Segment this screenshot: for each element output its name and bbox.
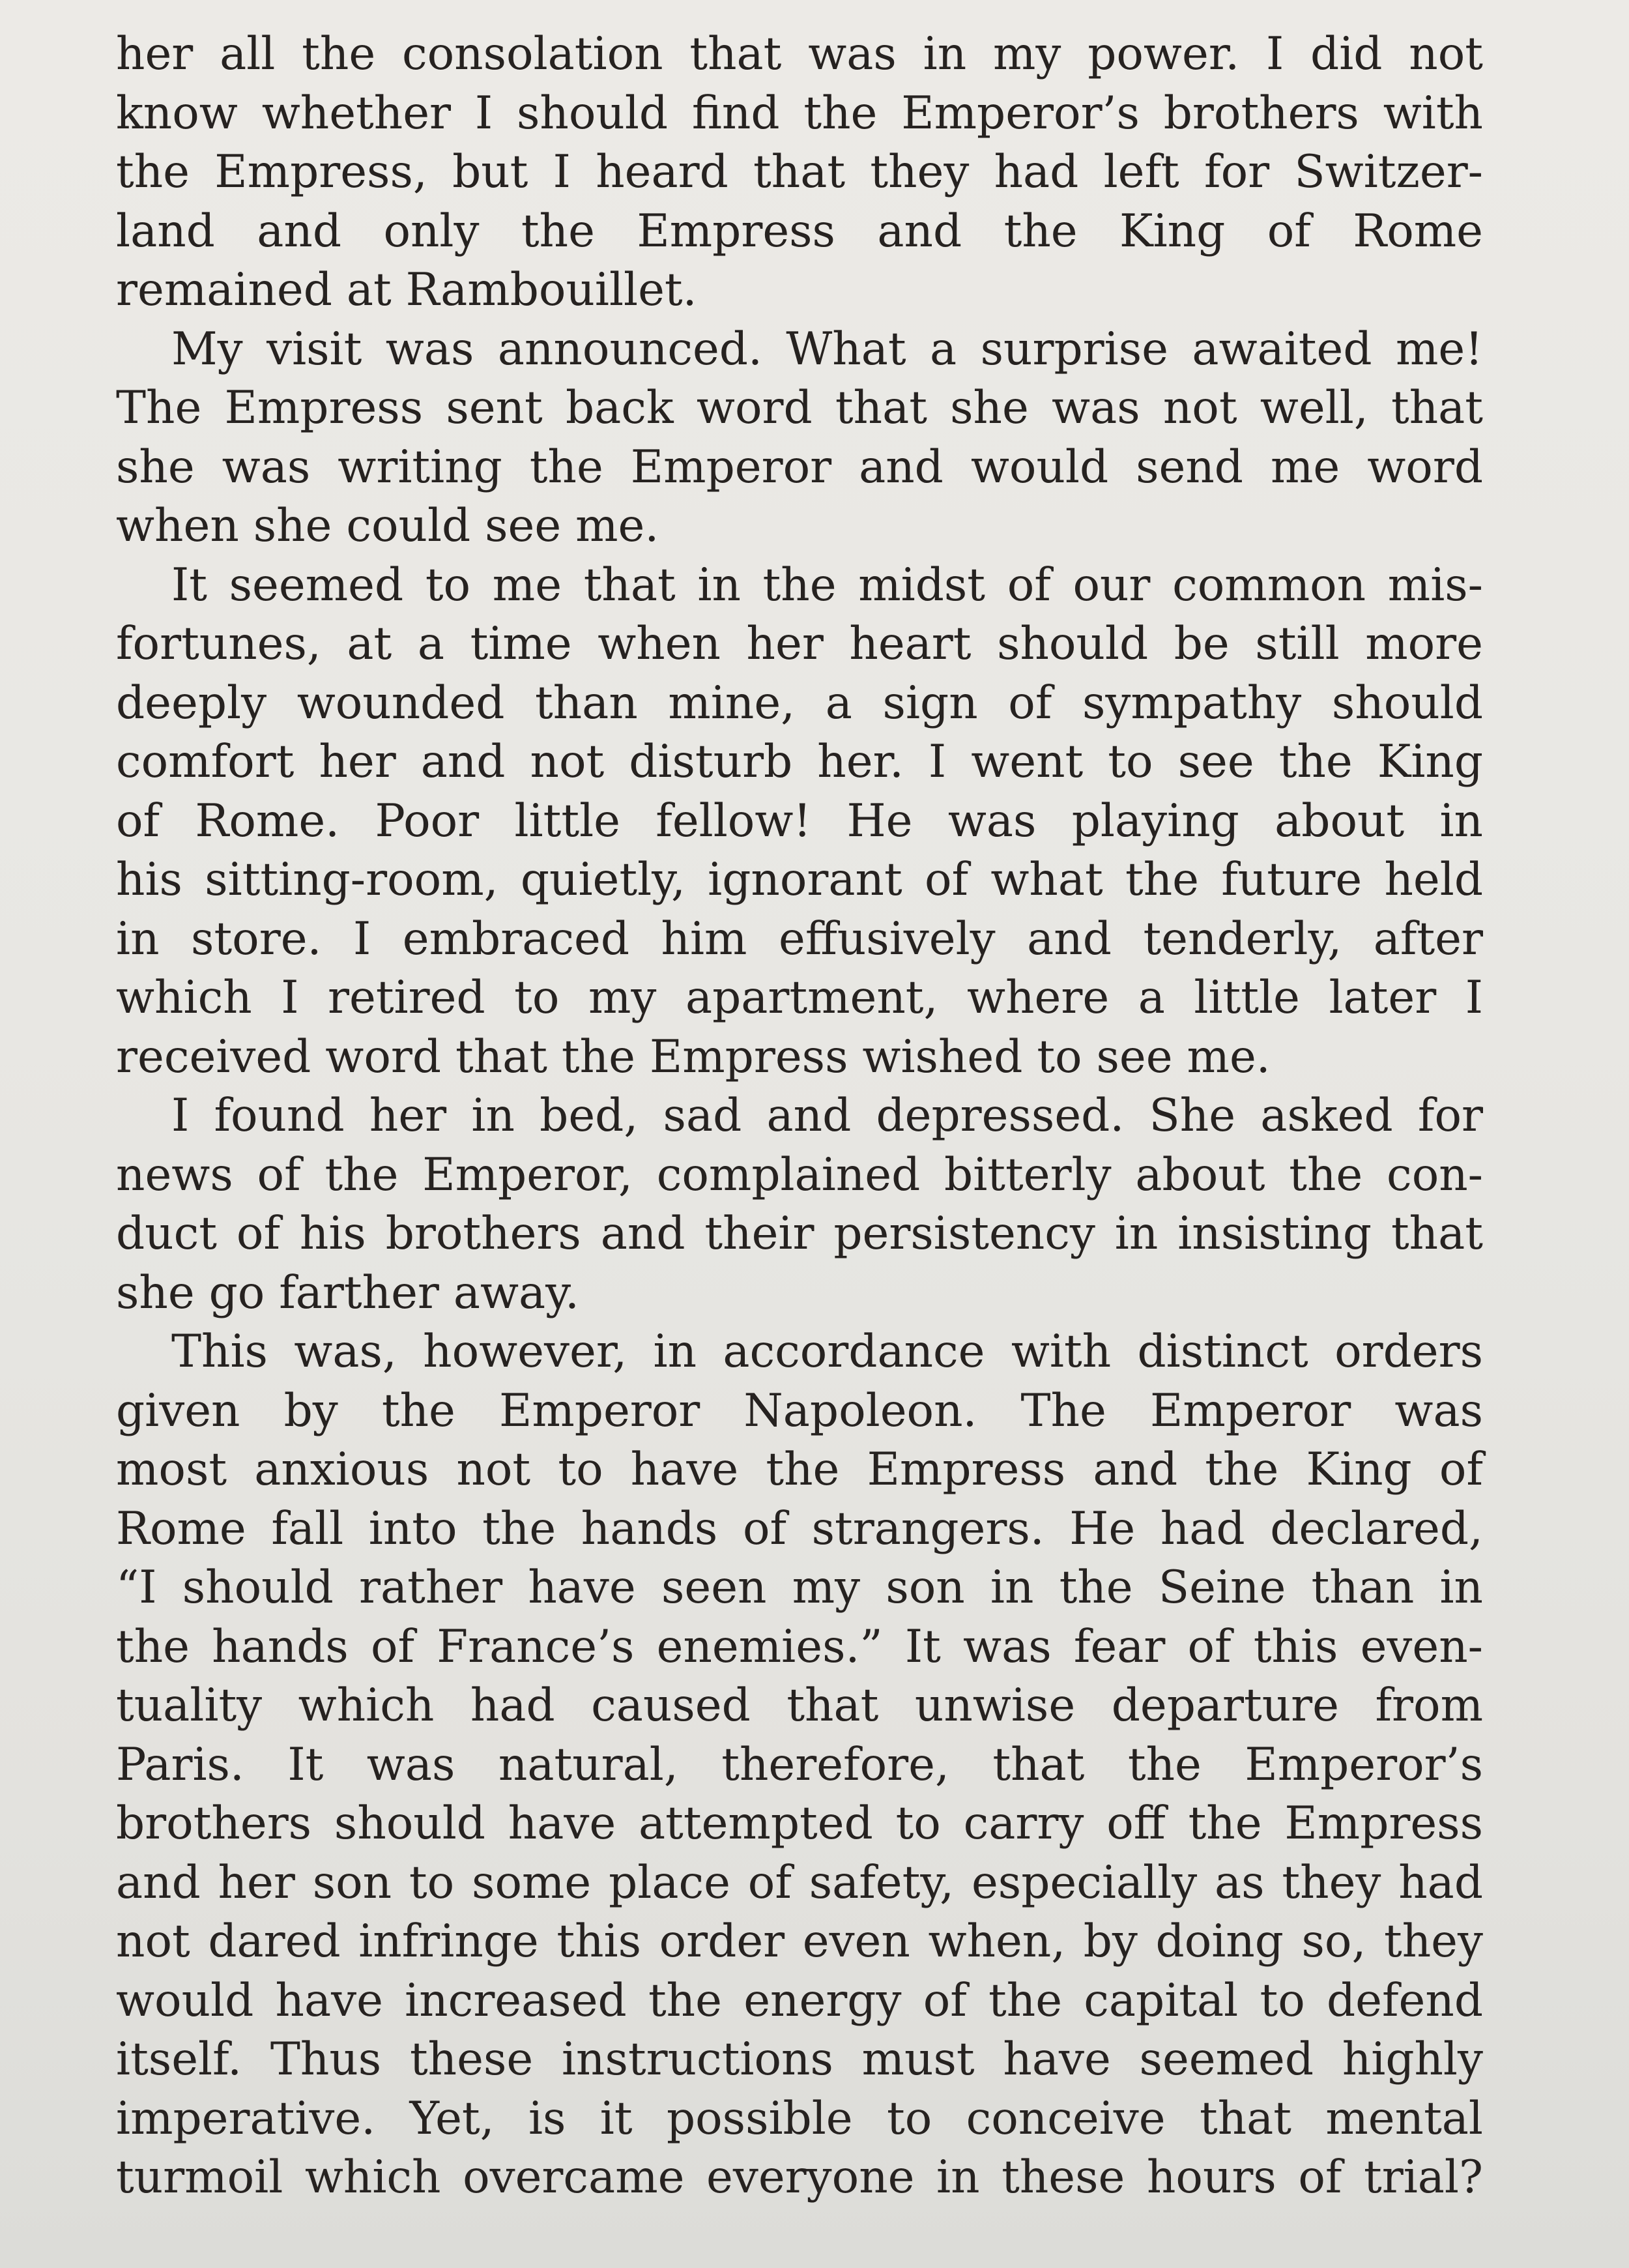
text-line: would have increased the energy of the capital to defend [116,1974,1483,2027]
text-line: most anxious not to have the Empress and the King of [116,1444,1483,1496]
text-line: news of the Emperor, complained bitterly about the con- [116,1148,1483,1201]
text-line: turmoil which overcame everyone in these hours of trial? [116,2151,1483,2203]
text-line: I found her in bed, sad and depressed. She asked for [171,1090,1483,1142]
text-line: of Rome. Poor little fellow! He was playing about in [116,794,1483,847]
text-line: the hands of France’s enemies.” It was fear of this even- [116,1620,1483,1673]
text-line: My visit was announced. What a surprise awaited me! [171,323,1483,375]
paragraph-4 [116,1086,1483,1322]
text-line: “I should rather have seen my son in the Seine than in [116,1562,1483,1614]
text-line: when she could see me. [116,500,659,552]
text-line: duct of his brothers and their persistency in insisting that [116,1208,1483,1260]
text-line: the Empress, but I heard that they had left for Switzer- [116,146,1483,198]
text-line: in store. I embraced him effusively and tenderly, after [116,912,1483,965]
text-line: comfort her and not disturb her. I went to see the King [116,736,1483,788]
text-line: she go farther away. [116,1266,579,1319]
text-line: tuality which had caused that unwise departure from [116,1679,1483,1732]
text-line: imperative. Yet, is it possible to conceive that mental [116,2092,1483,2145]
paragraph-2 [116,320,1483,556]
text-line: received word that the Empress wished to see me. [116,1030,1271,1083]
text-line: not dared infringe this order even when, by doing so, they [116,1915,1483,1968]
paragraph-1 [116,25,1483,320]
text-line: which I retired to my apartment, where a little later I [116,972,1483,1024]
text-line: land and only the Empress and the King of Rome [116,205,1483,257]
text-line: she was writing the Emperor and would send me word [116,441,1483,493]
text-line: itself. Thus these instructions must have seemed highly [116,2033,1483,2086]
paragraph-5 [116,1322,1483,2207]
text-line: and her son to some place of safety, especially as they had [116,1856,1483,1909]
text-line: Rome fall into the hands of strangers. He had declared, [116,1502,1483,1555]
text-line: given by the Emperor Napoleon. The Emperor was [116,1384,1483,1437]
text-line: remained at Rambouillet. [116,264,697,316]
text-line: Paris. It was natural, therefore, that the Emperor’s [116,1738,1483,1791]
text-line: brothers should have attempted to carry off the Empress [116,1797,1483,1850]
text-line: fortunes, at a time when her heart should be still more [116,618,1483,670]
text-line: his sitting-room, quietly, ignorant of what the future held [116,854,1483,906]
text-line: The Empress sent back word that she was not well, that [116,382,1483,434]
text-line: her all the consolation that was in my power. I did not [116,28,1483,80]
text-line: This was, however, in accordance with distinct orders [171,1326,1483,1378]
text-line: deeply wounded than mine, a sign of sympathy should [116,676,1483,729]
paragraph-3 [116,556,1483,1087]
text-line: It seemed to me that in the midst of our common mis- [171,559,1483,611]
text-line: know whether I should find the Emperor’s brothers with [116,87,1483,139]
page-text [116,25,1483,2207]
